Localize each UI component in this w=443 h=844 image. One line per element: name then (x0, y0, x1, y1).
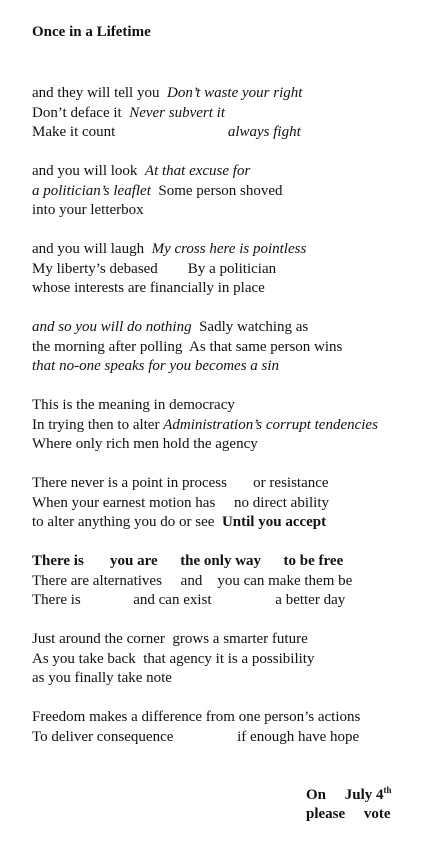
poem-line-segment: Freedom makes a difference from one person’s actions (32, 709, 361, 725)
poem-line (32, 260, 276, 279)
poem-line (32, 279, 265, 298)
poem-line-segment: In trying then to alter (32, 416, 164, 433)
poem-line-segment: to alter anything you do or see (32, 514, 222, 530)
poem-line (32, 552, 343, 571)
poem-line-segment: Don’t waste your right (166, 85, 303, 101)
poem-line-segment: This is the meaning in democracy (32, 397, 235, 413)
poem-line-segment: Make it count (32, 124, 228, 140)
poem-line (32, 650, 314, 669)
poem-title: Once in a Lifetime (32, 24, 151, 40)
poem-line-segment: At that excuse for (144, 163, 251, 179)
poem-line-segment: always fight (227, 124, 301, 140)
poem-line (32, 416, 378, 435)
poem-line (32, 240, 306, 259)
poem-line (32, 513, 326, 532)
poem-line (32, 474, 329, 493)
poem-line-segment: Until you accept (221, 514, 327, 530)
poem-line-segment: There never is a point in process or resistance (32, 475, 329, 491)
poem-line (32, 728, 359, 747)
poem-line-segment: Never subvert it (129, 104, 225, 121)
poem-line (32, 318, 308, 337)
poem-line-segment: Some person shoved (150, 182, 283, 199)
poem-line (32, 182, 283, 201)
poem-line (32, 572, 352, 591)
poem-line-segment: and so you will do nothing (32, 319, 192, 335)
poem-line (32, 435, 258, 454)
poem-line-segment: a politician’s leaflet (32, 182, 151, 199)
poem-line-segment: To deliver consequence if enough have hope (32, 728, 360, 745)
poem-line-segment: the morning after polling As that same person wins (32, 338, 343, 355)
poem-line-segment: Don’t deface it (32, 104, 130, 121)
poem-line-segment: and you will look (32, 163, 145, 179)
poem-line-segment: that no-one speaks for you becomes a sin (32, 358, 280, 374)
poem-line (32, 630, 308, 649)
poem-line-segment: Where only rich men hold the agency (32, 436, 258, 452)
poem-line (32, 201, 144, 220)
poem-line-segment: There are alternatives and you can make them be (32, 572, 353, 589)
poem-line-segment: Administration’s corrupt tendencies (163, 416, 378, 433)
poem-line-segment: Sadly watching as (191, 319, 309, 335)
poem-line-segment: There is you are the only way to be free (32, 553, 344, 569)
poem-line (32, 357, 279, 376)
poem-line-segment: My liberty’s debased By a politician (32, 260, 277, 277)
poem-line-segment: Just around the corner grows a smarter future (32, 631, 308, 647)
poem-line (32, 669, 172, 688)
signoff-date-text: On July 4 (306, 787, 384, 803)
poem-line-segment: into your letterbox (32, 202, 144, 218)
poem-line-segment: When your earnest motion has no direct ability (32, 494, 330, 511)
signoff-line-2: please vote (306, 806, 391, 822)
poem-line-segment: whose interests are financially in place (32, 280, 265, 296)
signoff-line-1 (306, 787, 392, 804)
poem-line-segment: There is and can exist a better day (32, 592, 346, 608)
poem-line (32, 123, 301, 142)
poem-line (32, 338, 342, 357)
poem-line-segment: as you finally take note (32, 670, 172, 686)
signoff-superscript: th (383, 785, 392, 795)
poem-line-segment: and you will laugh (32, 241, 152, 257)
poem-line (32, 591, 345, 610)
poem-line-segment: and they will tell you (32, 85, 167, 101)
poem-line-segment: My cross here is pointless (151, 241, 307, 257)
poem-line (32, 708, 360, 727)
poem-line (32, 162, 250, 181)
poem-line (32, 396, 235, 415)
poem-line (32, 494, 329, 513)
poem-line (32, 104, 225, 123)
poem-line-segment: As you take back that agency it is a possibility (32, 650, 315, 667)
poem-line (32, 84, 302, 103)
